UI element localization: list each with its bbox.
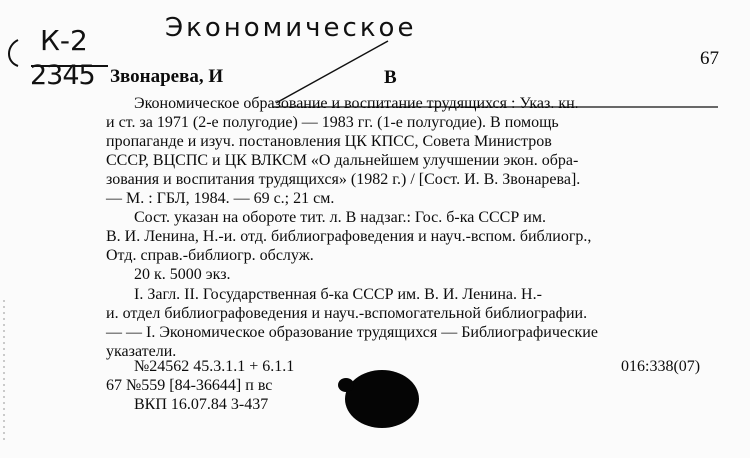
body-line: — М. : ГБЛ, 1984. — 69 с.; 21 см. xyxy=(106,190,335,207)
body-line: Сост. указан на обороте тит. л. В надзаг.: Гос. б-ка СССР им. xyxy=(134,209,546,226)
body-line: указатели. xyxy=(106,343,177,360)
author-heading: Звонарева, И xyxy=(110,66,224,87)
body-line: и. отдел библиографоведения и науч.-вспомогательной библиографии. xyxy=(106,305,588,322)
body-line: СССР, ВЦСПС и ЦК ВЛКСМ «О дальнейшем улучшении экон. обра- xyxy=(106,152,579,169)
bracket-mark xyxy=(9,40,18,66)
ink-blot xyxy=(345,370,419,428)
handwritten-call-mark-top: К-2 xyxy=(40,24,88,57)
body-line: и ст. за 1971 (2-е полугодие) — 1983 гг. (1-е полугодие). В помощь xyxy=(106,114,559,131)
catalog-number-line: №24562 45.3.1.1 + 6.1.1 xyxy=(134,358,295,375)
udc-code: 016:338(07) xyxy=(621,358,701,375)
body-line: Экономическое образование и воспитание трудящихся : Указ. кн. xyxy=(134,95,579,112)
section-letter: В xyxy=(384,67,397,88)
price-line: 20 к. 5000 экз. xyxy=(134,266,231,283)
body-line: — — I. Экономическое образование трудящихся — Библиографические xyxy=(106,324,598,341)
body-line: зования и воспитания трудящихся» (1982 г.) / [Сост. И. В. Звонарева]. xyxy=(106,171,581,188)
body-line: В. И. Ленина, Н.-и. отд. библиографоведения и науч.-вспом. библиогр., xyxy=(106,228,592,245)
vkp-line: ВКП 16.07.84 3-437 xyxy=(134,396,269,413)
order-line: 67 №559 [84-36644] п вс xyxy=(106,377,273,394)
body-line: I. Загл. II. Государственная б-ка СССР им. В. И. Ленина. Н.- xyxy=(134,286,542,303)
body-line: пропаганде и изуч. постановления ЦК КПСС, Совета Министров xyxy=(106,133,552,150)
page-number: 67 xyxy=(700,48,719,69)
handwritten-call-mark-bottom: 2345 xyxy=(30,60,95,91)
ink-blot-small xyxy=(338,378,354,392)
handwritten-title: Экономическое xyxy=(165,13,417,43)
body-line: Отд. справ.-библиогр. обслуж. xyxy=(106,247,314,264)
